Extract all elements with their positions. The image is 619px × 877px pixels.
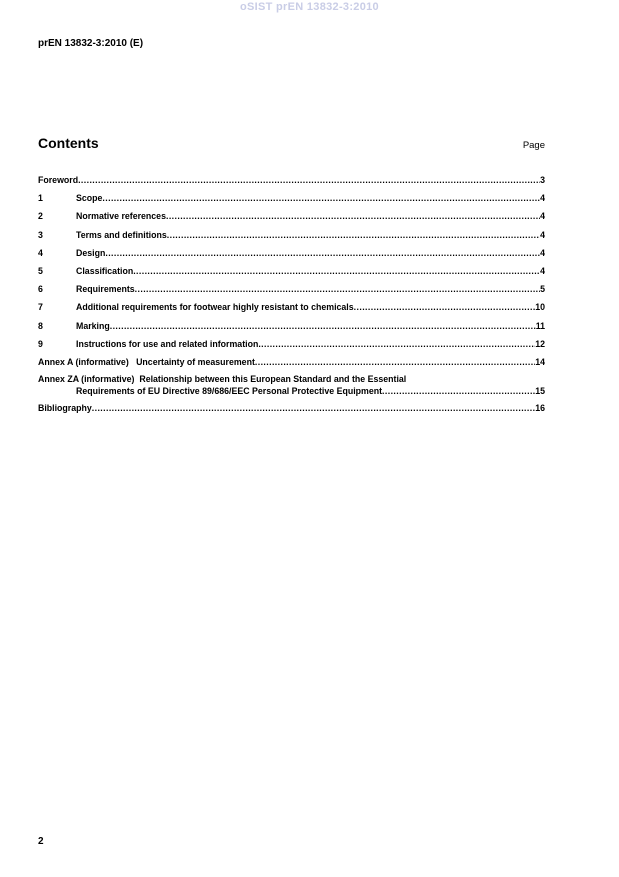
toc-entry-annex-za[interactable] bbox=[38, 374, 545, 402]
toc-entry-number: 3 bbox=[38, 229, 43, 240]
toc-entry-additional-requirements[interactable] bbox=[38, 301, 545, 319]
toc-entry-page: 16 bbox=[535, 403, 545, 414]
toc-entry-requirements[interactable] bbox=[38, 283, 545, 301]
toc-leader-dots bbox=[110, 320, 536, 332]
watermark: oSIST prEN 13832-3:2010 bbox=[240, 1, 379, 13]
toc-entry-page: 10 bbox=[535, 302, 545, 313]
toc-entry-title-continued: Requirements of EU Directive 89/686/EEC Personal Protective Equipment bbox=[76, 386, 383, 397]
toc-entry-page: 3 bbox=[540, 175, 545, 185]
toc-entry-page: 15 bbox=[535, 386, 545, 397]
toc-entry-terms-and-definitions[interactable] bbox=[38, 229, 545, 247]
toc-entry-bibliography[interactable] bbox=[38, 402, 545, 420]
toc-entry-title: Marking bbox=[76, 320, 110, 331]
toc-entry-page: 4 bbox=[540, 265, 545, 276]
toc-entry-page: 4 bbox=[540, 211, 545, 222]
toc-leader-dots bbox=[354, 301, 536, 313]
toc-entry-classification[interactable] bbox=[38, 265, 545, 283]
toc-entry-page: 14 bbox=[535, 356, 545, 367]
toc-entry-page: 12 bbox=[535, 338, 545, 349]
toc-leader-dots bbox=[78, 174, 540, 186]
toc-entry-design[interactable] bbox=[38, 247, 545, 265]
page-column-heading: Page bbox=[522, 140, 545, 151]
toc-entry-instructions-for-use[interactable] bbox=[38, 338, 545, 356]
toc-entry-page: 5 bbox=[540, 284, 545, 295]
toc-entry-annex-a[interactable] bbox=[38, 356, 545, 374]
toc-entry-number: 5 bbox=[38, 265, 43, 276]
toc-entry-number: 8 bbox=[38, 320, 43, 331]
toc-entry-title: Requirements bbox=[76, 284, 135, 295]
contents-heading: Contents bbox=[38, 135, 99, 151]
toc-entry-scope[interactable] bbox=[38, 192, 545, 210]
toc-entry-page: 11 bbox=[535, 320, 545, 331]
toc-entry-title: Annex A (informative) Uncertainty of measurement bbox=[38, 356, 255, 367]
document-id: prEN 13832-3:2010 (E) bbox=[38, 38, 144, 49]
toc-entry-title: Scope bbox=[76, 193, 103, 204]
toc-entry-number: 4 bbox=[38, 247, 43, 258]
toc-leader-dots bbox=[167, 229, 540, 241]
toc-entry-title: Foreword bbox=[38, 175, 79, 185]
toc-leader-dots bbox=[135, 283, 540, 295]
toc-entry-title: Additional requirements for footwear highly resistant to chemicals bbox=[76, 302, 354, 313]
toc-entry-foreword[interactable] bbox=[38, 174, 545, 192]
toc-entry-title: Annex ZA (informative) Relationship between this European Standard and the Essential bbox=[38, 374, 407, 385]
toc-entry-page: 4 bbox=[540, 229, 545, 240]
toc-entry-title: Terms and definitions bbox=[76, 229, 167, 240]
toc-entry-page: 4 bbox=[540, 247, 545, 258]
toc-entry-page: 4 bbox=[540, 193, 545, 204]
toc-entry-marking[interactable] bbox=[38, 320, 545, 338]
table-of-contents bbox=[38, 174, 545, 420]
toc-entry-number: 6 bbox=[38, 284, 43, 295]
toc-leader-dots bbox=[102, 192, 540, 204]
toc-leader-dots bbox=[133, 265, 540, 277]
toc-leader-dots bbox=[382, 385, 535, 397]
toc-entry-title: Bibliography bbox=[38, 403, 92, 414]
toc-entry-number: 9 bbox=[38, 338, 43, 349]
toc-leader-dots bbox=[105, 247, 540, 259]
toc-entry-number: 7 bbox=[38, 302, 43, 313]
toc-entry-title: Design bbox=[76, 247, 106, 258]
page-number: 2 bbox=[38, 836, 44, 847]
toc-entry-title: Normative references bbox=[76, 211, 166, 222]
toc-leader-dots bbox=[258, 338, 535, 350]
toc-entry-title: Classification bbox=[76, 265, 134, 276]
toc-leader-dots bbox=[255, 356, 535, 368]
toc-entry-number: 2 bbox=[38, 211, 43, 222]
toc-leader-dots bbox=[92, 402, 535, 414]
toc-entry-normative-references[interactable] bbox=[38, 210, 545, 228]
toc-leader-dots bbox=[166, 210, 540, 222]
toc-entry-title: Instructions for use and related information bbox=[76, 338, 259, 349]
toc-entry-number: 1 bbox=[38, 193, 43, 204]
